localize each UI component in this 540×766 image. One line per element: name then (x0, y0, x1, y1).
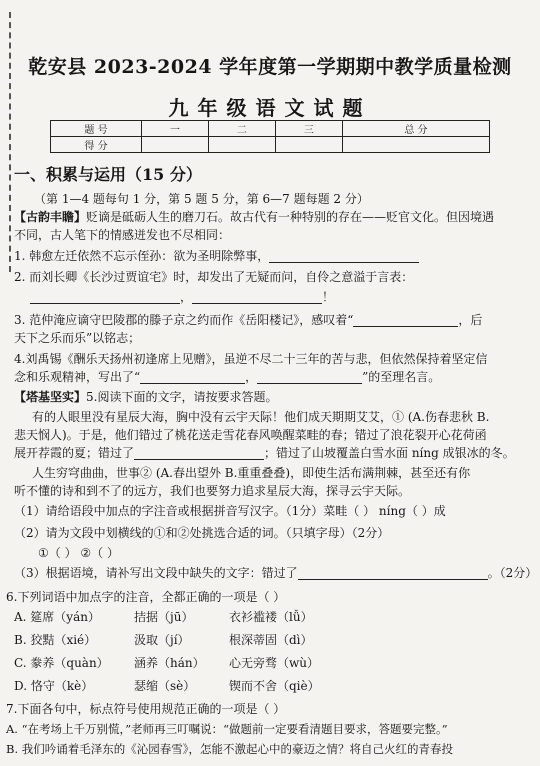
subquestion-3 (14, 566, 537, 580)
table-cell: 总 分 (342, 121, 489, 137)
score-input[interactable] (275, 137, 342, 153)
passage-line: 悲天悯人)。于是，他们错过了桃花送走雪花春风唤醒菜畦的春；错过了浪花裂开心花荷函 (14, 428, 487, 442)
intro-tag: 【古韵丰瞻】 (14, 210, 87, 224)
answer-blank[interactable] (257, 370, 362, 384)
question-3-cont: 天下之乐而乐”以铭志； (14, 331, 141, 345)
passage-text: ；错过了山坡覆盖白雪水面 níng 成银冰的冬。 (264, 446, 515, 460)
section-heading: 一、积累与运用（15 分） (14, 165, 202, 184)
option-word: 拮据（jū） (134, 610, 194, 624)
question-text: 念和乐观精神，写出了“ (14, 370, 141, 384)
option-word: A. 筵席（yán） (14, 610, 100, 624)
option-word: 涵养（hán） (134, 656, 205, 670)
option-a[interactable] (14, 610, 313, 624)
punct: ！ (322, 290, 335, 304)
score-input[interactable] (142, 137, 209, 153)
question-2: 2. 而刘长卿《长沙过贾谊宅》时，却发出了无疑而问，自伶之意溢于言表： (14, 270, 414, 284)
table-row (51, 137, 490, 153)
score-table (50, 120, 490, 153)
table-cell: 一 (142, 121, 209, 137)
option-b[interactable] (14, 633, 313, 647)
table-cell: 三 (275, 121, 342, 137)
answer-blank[interactable] (30, 290, 180, 304)
section-tag: 【塔基坚实】 (14, 390, 87, 404)
option-word: 衣衫褴褛（lǚ） (229, 610, 313, 624)
question-text: ”的至理名言。 (362, 370, 441, 384)
option-word: B. 狡黠（xié） (14, 633, 97, 647)
question-4-cont (14, 370, 440, 384)
answer-blank[interactable] (140, 370, 245, 384)
question-text: （3）根据语境，请补写出文段中缺失的文字：错过了 (14, 566, 298, 580)
question-3 (14, 313, 482, 327)
option-word: 汲取（jí） (134, 633, 190, 647)
table-cell: 得 分 (51, 137, 142, 153)
question-text: 。（2分） (487, 566, 538, 580)
answer-blank[interactable] (134, 446, 264, 460)
option-word: 锲而不舍（qiè） (229, 679, 320, 693)
section-note: （第 1—4 题每句 1 分，第 5 题 5 分，第 6—7 题每题 2 分） (34, 192, 369, 206)
option-word: 根深蒂固（dì） (229, 633, 313, 647)
question-2-answer (30, 290, 334, 304)
passage-line: 听不懂的诗和到不了的远方，我们也要努力追求星辰大海，探寻云宇天际。 (14, 484, 411, 498)
question-text: ，后 (458, 313, 483, 327)
binding-margin-line (9, 12, 11, 272)
passage-text: 展开荐霞的夏；错过了 (14, 446, 135, 460)
option-d[interactable] (14, 679, 320, 693)
subquestion-1: （1）请给语段中加点的字注音或根据拼音写汉字。（1分）菜畦（ ） níng（ ）成 (14, 504, 446, 518)
subquestion-2-answers: ①（ ） ②（ ） (38, 546, 119, 560)
subquestion-2: （2）请为文段中划横线的①和②处挑选合适的词。（只填字母）（2分） (14, 526, 390, 540)
option-c[interactable] (14, 656, 319, 670)
option-word: 瑟缩（sè） (134, 679, 196, 693)
question-4: 4.刘禹锡《酬乐天扬州初逢席上见赠》，虽逆不尽二十三年的苦与悲，但依然保持着坚定信 (14, 352, 488, 366)
table-row (51, 121, 490, 137)
passage-line (14, 446, 515, 460)
table-cell: 题 号 (51, 121, 142, 137)
question-5-head (14, 390, 277, 404)
punct: ， (245, 370, 258, 384)
question-1 (14, 249, 419, 263)
exam-subtitle: 九年级语文试题 (168, 96, 372, 120)
intro-text: 贬谪是砥砺人生的磨刀石。故古代有一种特别的存在——贬官文化。但因境遇 (86, 210, 495, 224)
answer-blank[interactable] (353, 313, 458, 327)
question-6: 6.下列词语中加点字的注音，全都正确的一项是（ ） (6, 590, 286, 604)
answer-blank[interactable] (192, 290, 322, 304)
answer-blank[interactable] (269, 249, 419, 263)
question-text: 1. 韩愈左迁依然不忘示侄孙：欲为圣明除弊事， (14, 249, 270, 263)
punct: ， (180, 290, 193, 304)
option-word: C. 豢养（quàn） (14, 656, 109, 670)
question-7: 7.下面各句中，标点符号使用规范正确的一项是（ ） (6, 702, 286, 716)
option-word: 心无旁骛（wù） (229, 656, 320, 670)
question-text: 3. 范仲淹应谪守巴陵郡的滕子京之约而作《岳阳楼记》，感叹着“ (14, 313, 354, 327)
option-word: D. 恪守（kè） (14, 679, 94, 693)
question-text: 5.阅读下面的文字，请按要求答题。 (86, 390, 278, 404)
score-input[interactable] (208, 137, 275, 153)
option-b[interactable]: B. 我们吟诵着毛泽东的《沁园春雪》，怎能不激起心中的豪迈之情？将自己火红的青春投 (6, 742, 454, 756)
table-cell: 二 (208, 121, 275, 137)
passage-line: 人生穷穹曲曲，世事② (A.春出望外 B.重重叠叠)，即使生活布满荆棘，甚至还有你 (32, 466, 471, 480)
intro-line: 不同，古人笔下的情感迸发也不尽相同： (14, 228, 231, 242)
option-a[interactable]: A. “在考场上千万别慌，”老师再三叮嘱说：“做题前一定要看清题目要求，答题要完整。” (6, 722, 448, 736)
passage-line: 有的人眼里没有星辰大海，胸中没有云宇天际！他们成天期期艾艾，① (A.伤春悲秋 B. (32, 410, 490, 424)
answer-blank[interactable] (298, 566, 488, 580)
intro-line (14, 210, 494, 224)
score-input[interactable] (342, 137, 489, 153)
exam-title: 乾安县 2023-2024 学年度第一学期期中教学质量检测 (28, 56, 512, 78)
